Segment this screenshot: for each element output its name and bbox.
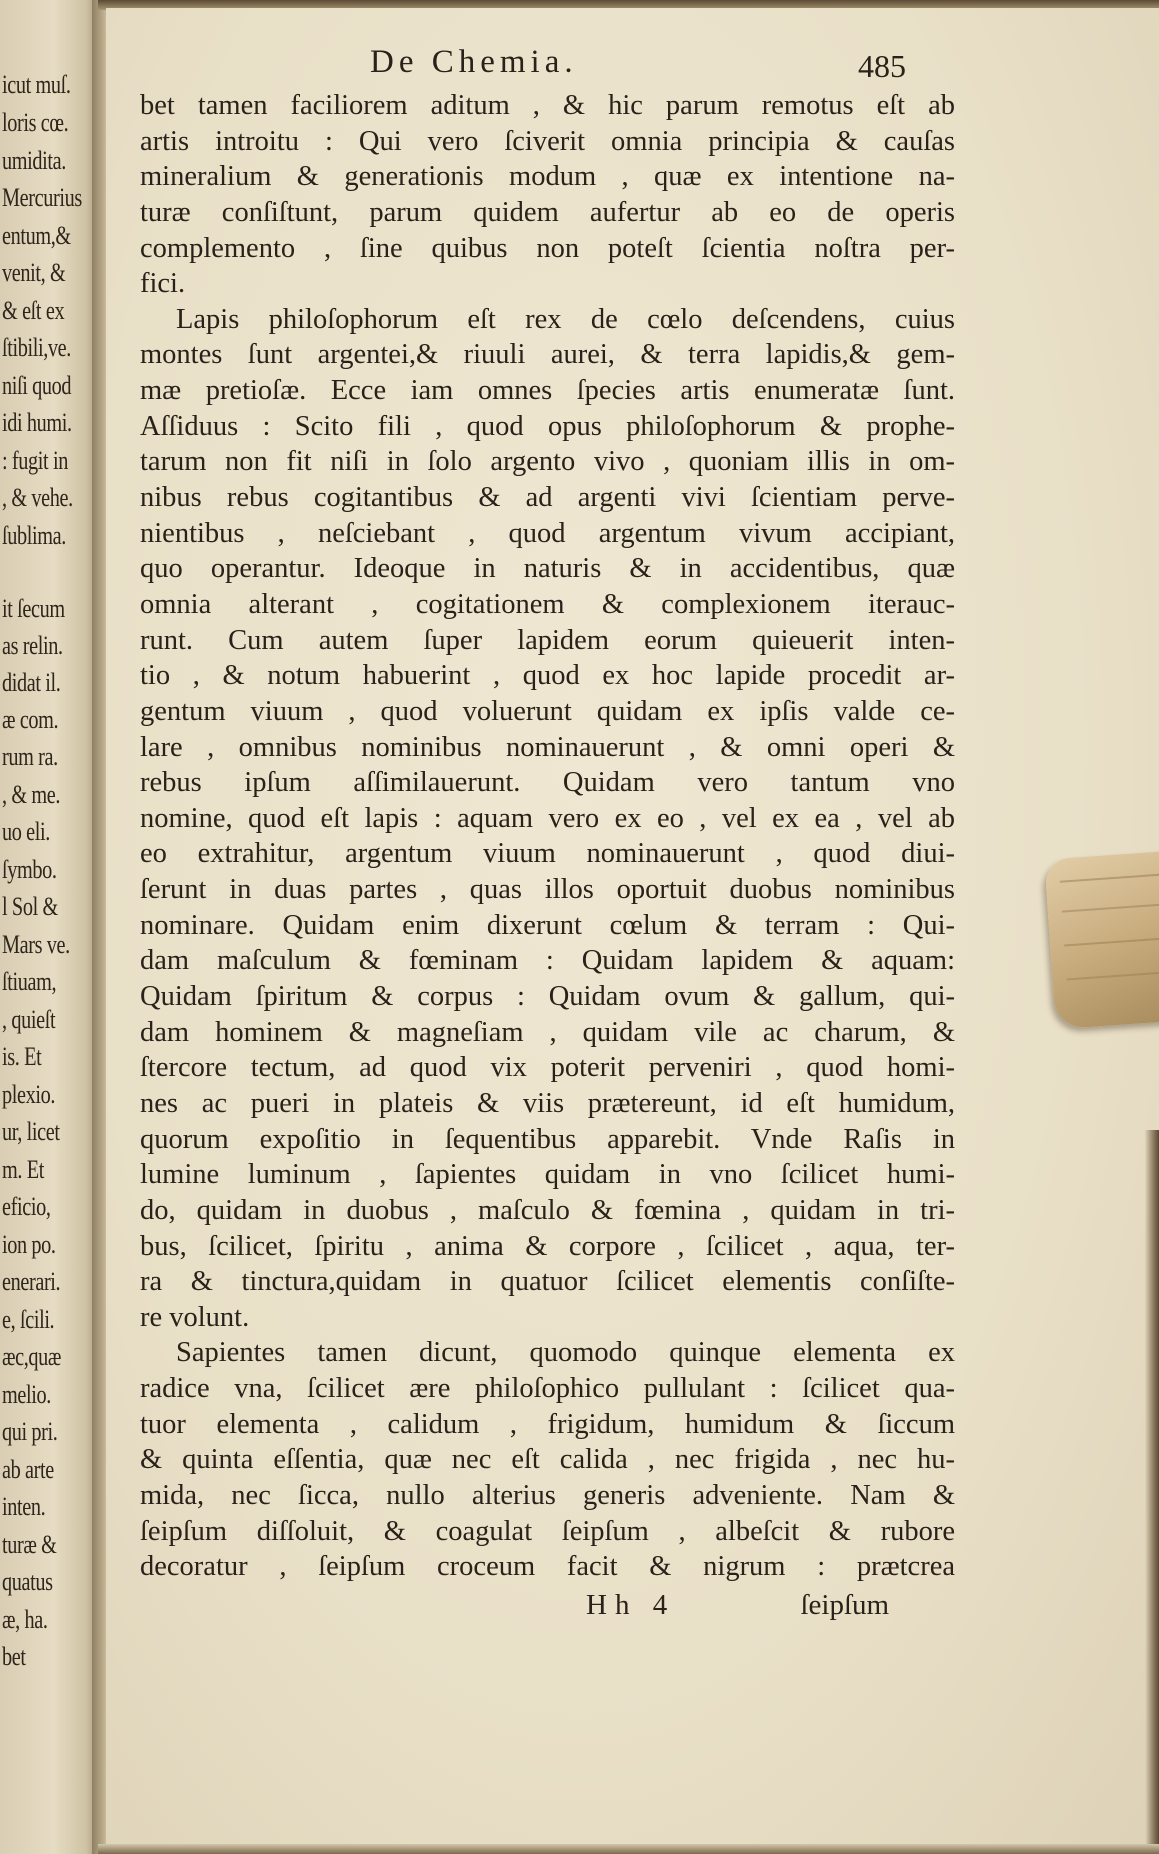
text-line: & quinta eſſentia, quæ nec eſt calida , nec frigida , nec hu- [140, 1444, 955, 1476]
text-line: ra & tinctura,quidam in quatuor ſcilicet elementis conſiſte- [140, 1266, 955, 1298]
facing-page-line: enerari. [2, 1267, 61, 1296]
text-line: mida, nec ſicca, nullo alterius generis adveniente. Nam & [140, 1479, 955, 1511]
text-line: Sapientes tamen dicunt, quomodo quinque elementa ex [176, 1337, 955, 1369]
facing-page-line: plexio. [2, 1080, 56, 1109]
text-line: complemento , ſine quibus non poteſt ſcientia noſtra per- [140, 232, 955, 264]
facing-page-line: quatus [2, 1567, 53, 1596]
facing-page-line: icut muſ. [2, 70, 71, 99]
text-line: Lapis philoſophorum eſt rex de cœlo deſcendens, cuius [176, 303, 955, 335]
signature-mark: Hh 4 [586, 1589, 676, 1621]
facing-page-line: entum,& [2, 221, 71, 250]
text-line: bus, ſcilicet, ſpiritu , anima & corpore , ſcilicet , aqua, ter- [140, 1230, 955, 1262]
text-line: gentum viuum , quod voluerunt quidam ex ipſis valde ce- [140, 695, 955, 727]
facing-page-line: æ, ha. [2, 1605, 48, 1634]
facing-page-line: qui pri. [2, 1417, 58, 1446]
facing-page-line: it ſecum [2, 594, 65, 623]
text-line: nibus rebus cogitantibus & ad argenti vivi ſcientiam perve- [140, 482, 955, 514]
facing-page-line: ab arte [2, 1455, 54, 1484]
facing-page-line: umidita. [2, 146, 66, 175]
text-line: montes ſunt argentei,& riuuli aurei, & terra lapidis,& gem- [140, 339, 955, 371]
facing-page-line: as relin. [2, 631, 63, 660]
text-line: dam hominem & magneſiam , quidam vile ac charum, & [140, 1016, 955, 1048]
text-line: tarum non fit niſi in ſolo argento vivo , quoniam illis in om- [140, 446, 955, 478]
running-head-title: De Chemia. [370, 44, 578, 80]
facing-page-line: ſtiuam, [2, 967, 57, 996]
body-text [140, 88, 955, 1585]
text-line: decoratur , ſeipſum croceum facit & nigrum : prætcrea [140, 1551, 955, 1583]
facing-page-line: , & me. [2, 780, 61, 809]
text-line: re volunt. [140, 1301, 250, 1333]
facing-page-line: melio. [2, 1380, 51, 1409]
text-line: omnia alterant , cogitationem & complexionem iterauc- [140, 588, 955, 620]
facing-page-line: loris cœ. [2, 108, 69, 137]
facing-page-fragment [0, 0, 98, 1854]
facing-page-line: m. Et [2, 1155, 44, 1184]
facing-page-line: ur, licet [2, 1117, 60, 1146]
facing-page-line: , & vehe. [2, 483, 73, 512]
facing-page-line: ſublima. [2, 521, 66, 550]
facing-page-line: Mars ve. [2, 930, 70, 959]
text-line: tuor elementa , calidum , frigidum, humidum & ſiccum [140, 1408, 955, 1440]
text-line: dam maſculum & fœminam : Quidam lapidem & aquam: [140, 945, 955, 977]
text-line: ſerunt in duas partes , quas illos oportuit duobus nominibus [140, 874, 955, 906]
facing-page-line: turæ & [2, 1530, 57, 1559]
text-line: lumine luminum , ſapientes quidam in vno ſcilicet humi- [140, 1159, 955, 1191]
text-line: nomine, quod eſt lapis : aquam vero ex eo , vel ex ea , vel ab [140, 802, 955, 834]
text-line: nientibus , neſciebant , quod argentum vivum accipiant, [140, 517, 955, 549]
facing-page-line: Mercurius [2, 183, 82, 212]
facing-page-line: didat il. [2, 668, 61, 697]
facing-page-line: rum ra. [2, 742, 58, 771]
catchword: ſeipſum [800, 1589, 890, 1621]
facing-page-line: uo eli. [2, 817, 50, 846]
facing-page-line: eficio, [2, 1192, 51, 1221]
facing-page-line: æc,quæ [2, 1342, 62, 1371]
text-line: Quidam ſpiritum & corpus : Quidam ovum & gallum, qui- [140, 981, 955, 1013]
facing-page-line: bet [2, 1642, 26, 1671]
text-line: quorum expoſitio in ſequentibus apparebit. Vnde Raſis in [140, 1123, 955, 1155]
text-line: nominare. Quidam enim dixerunt cœlum & terram : Qui- [140, 909, 955, 941]
page-bottom-edge [98, 1844, 1159, 1854]
text-line: radice vna, ſcilicet ære philoſophico pullulant : ſcilicet qua- [140, 1373, 955, 1405]
text-line: eo extrahitur, argentum viuum nominauerunt , quod diui- [140, 838, 955, 870]
page-footer [586, 1589, 889, 1622]
text-line: ſtercore tectum, ad quod vix poterit perveniri , quod homi- [140, 1052, 955, 1084]
facing-page-line: : fugit in [2, 446, 68, 475]
facing-page-line: , quieſt [2, 1005, 56, 1034]
text-line: bet tamen faciliorem aditum , & hic parum remotus eſt ab [140, 90, 955, 121]
facing-page-line: is. Et [2, 1042, 42, 1071]
facing-page-line: ſymbo. [2, 855, 57, 884]
facing-page-line: idi humi. [2, 408, 72, 437]
text-line: mineralium & generationis modum , quæ ex intentione na- [140, 161, 955, 193]
page-number: 485 [858, 48, 906, 84]
text-line: tio , & notum habuerint , quod ex hoc lapide procedit ar- [140, 660, 955, 692]
text-line: artis introitu : Qui vero ſciverit omnia principia & cauſas [140, 125, 955, 157]
text-line: runt. Cum autem ſuper lapidem eorum quieuerit inten- [140, 624, 955, 656]
facing-page-line: ſtibili,ve. [2, 333, 71, 362]
running-head [370, 44, 578, 81]
text-line: quo operantur. Ideoque in naturis & in accidentibus, quæ [140, 553, 955, 585]
text-line: mæ pretioſæ. Ecce iam omnes ſpecies artis enumeratæ ſunt. [140, 375, 955, 407]
facing-page-line: venit, & [2, 258, 66, 287]
facing-page-line: l Sol & [2, 892, 58, 921]
facing-page-line: æ com. [2, 705, 59, 734]
text-line: fici. [140, 268, 186, 300]
page-right-edge [1145, 1130, 1159, 1854]
text-line: turæ conſiſtunt, parum quidem aufertur ab eo de operis [140, 196, 955, 228]
text-line: do, quidam in duobus , maſculo & fœmina , quidam in tri- [140, 1194, 955, 1226]
text-line: Aſſiduus : Scito fili , quod opus philoſophorum & prophe- [140, 410, 955, 442]
text-line: ſeipſum diſſoluit, & coagulat ſeipſum , albeſcit & rubore [140, 1515, 955, 1547]
facing-page-line: niſi quod [2, 371, 72, 400]
facing-page-line: inten. [2, 1492, 46, 1521]
text-line: nes ac pueri in plateis & viis prætereunt, id eſt humidum, [140, 1087, 955, 1119]
text-line: lare , omnibus nominibus nominauerunt , & omni operi & [140, 731, 955, 763]
wooden-page-holder [1044, 851, 1159, 1030]
text-line: rebus ipſum aſſimilauerunt. Quidam vero tantum vno [140, 767, 955, 799]
facing-page-line: & eſt ex [2, 296, 65, 325]
facing-page-line: e, ſcili. [2, 1305, 55, 1334]
facing-page-line: ion po. [2, 1230, 56, 1259]
